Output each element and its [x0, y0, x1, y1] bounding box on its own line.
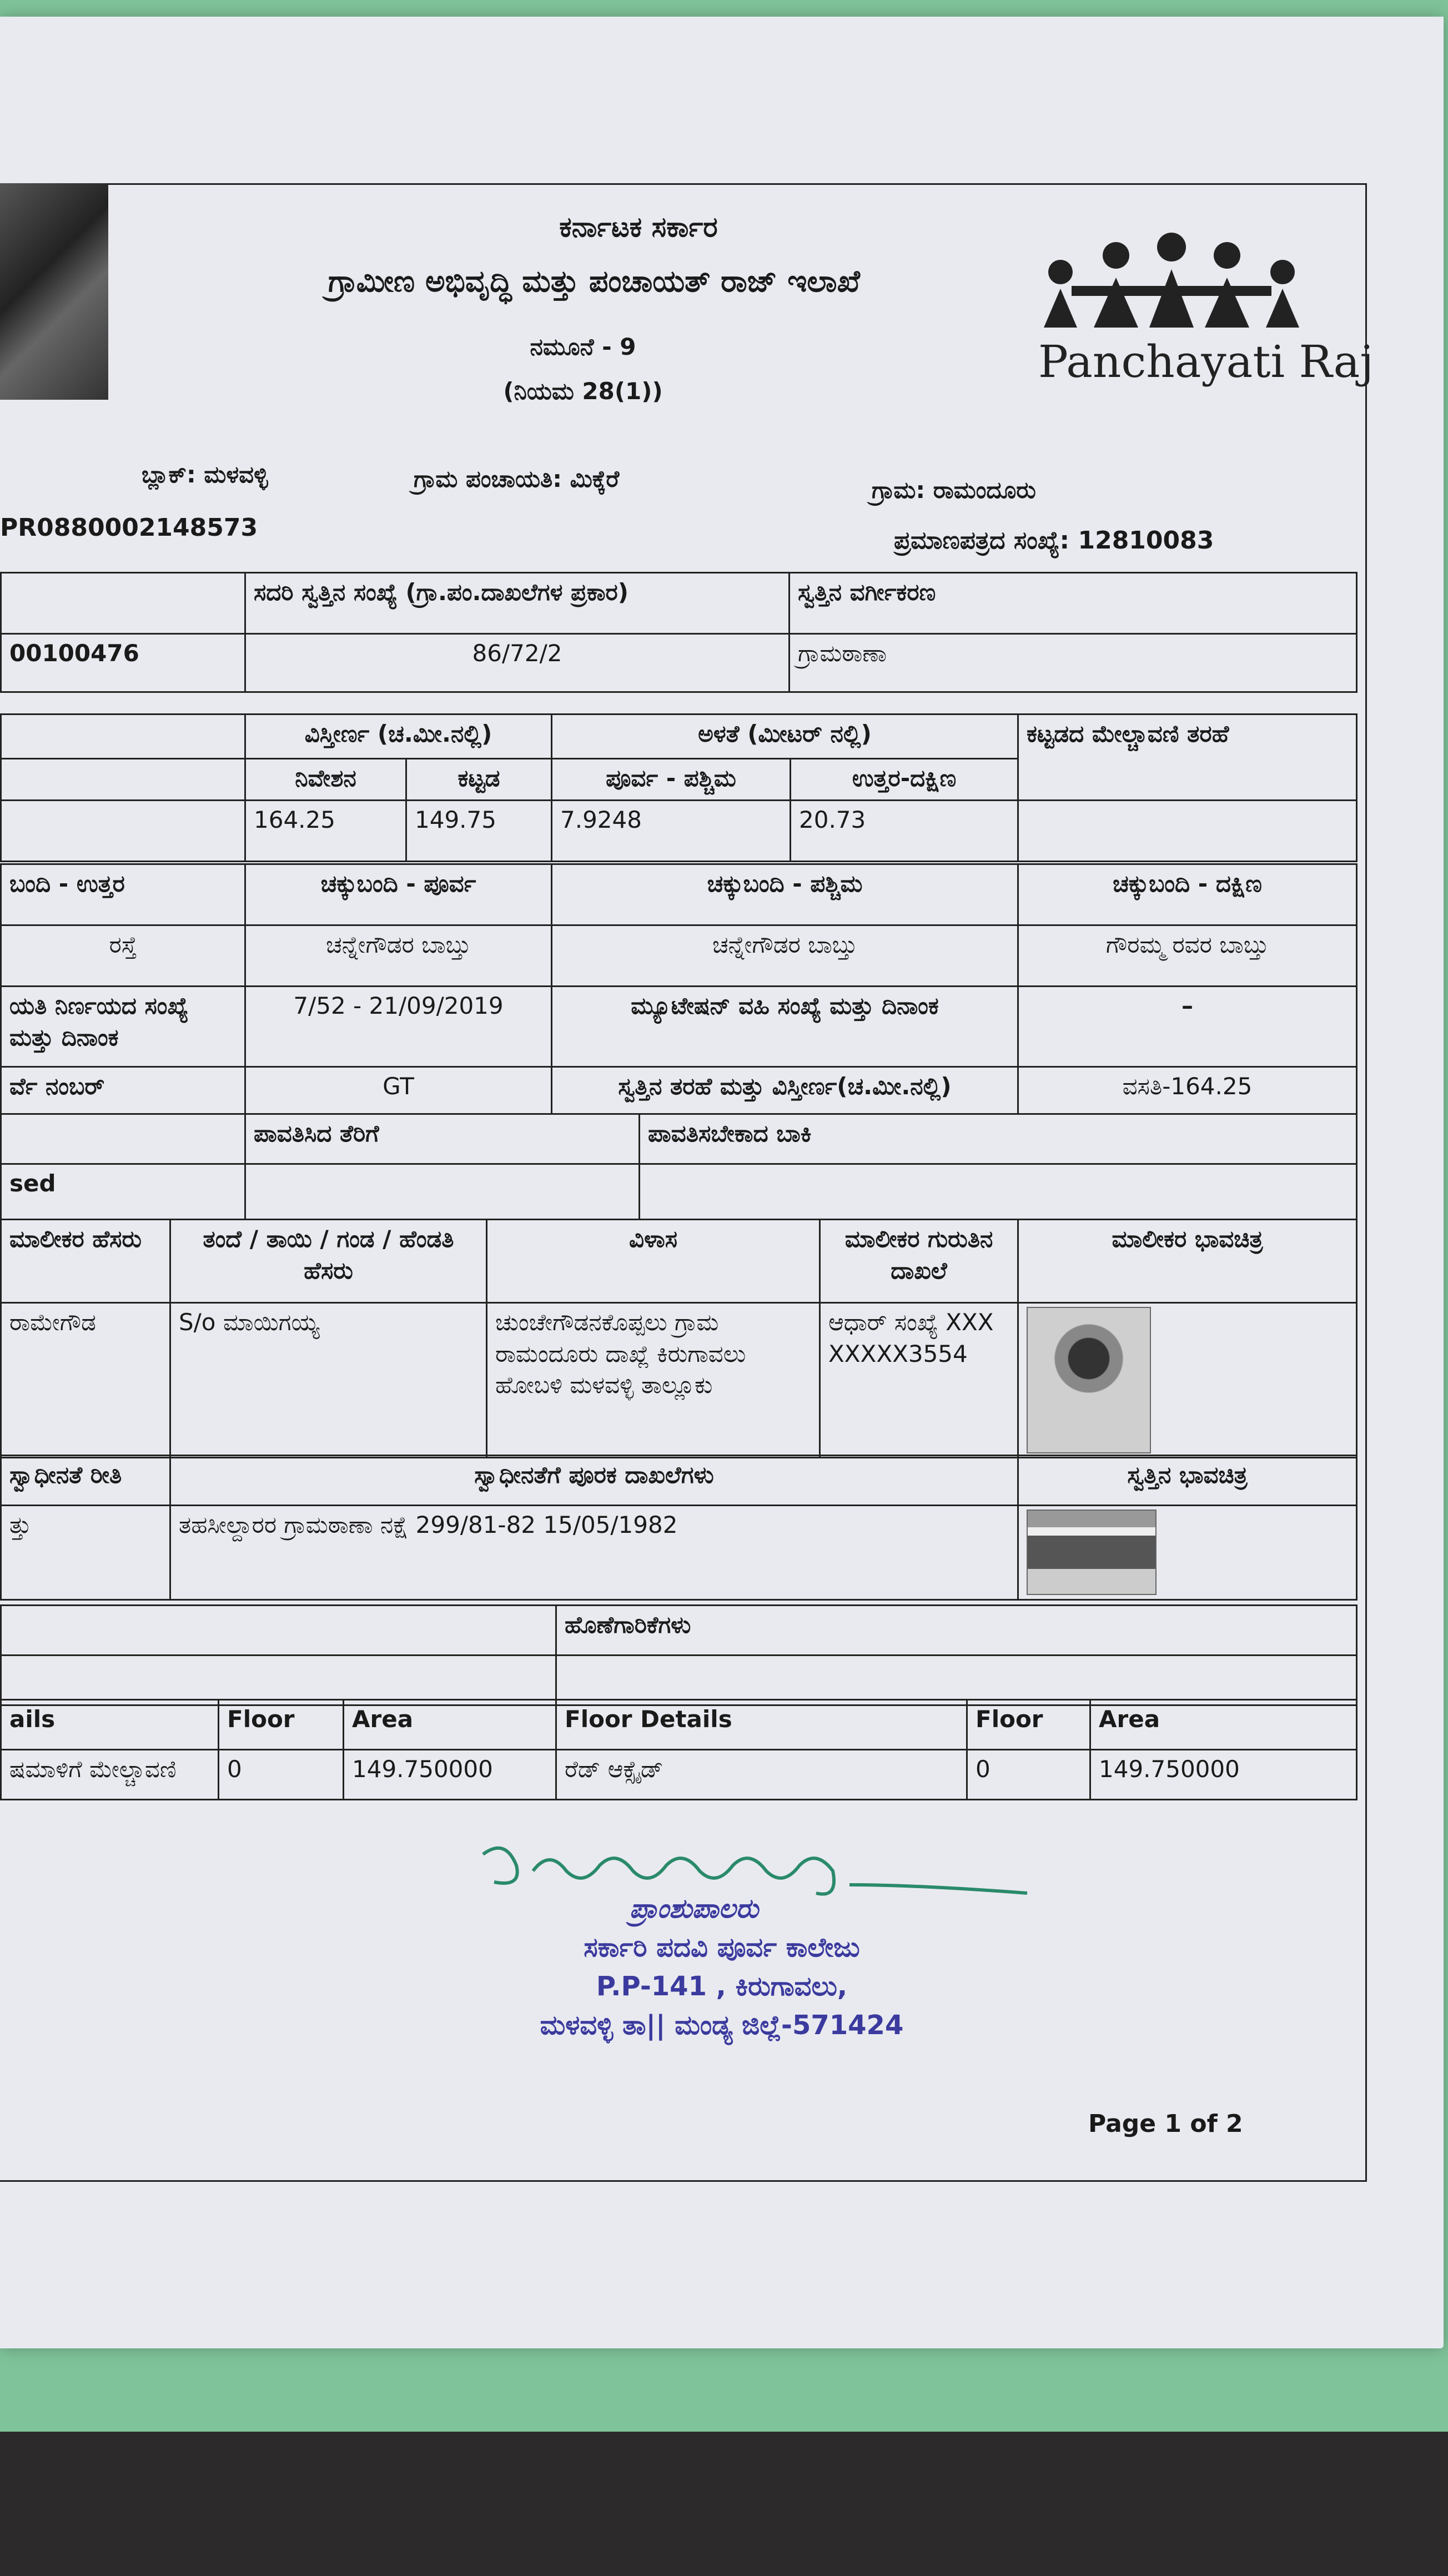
rule-number: (ನಿಯಮ 28(1))	[503, 378, 663, 405]
property-type-value: ವಸತಿ-164.25	[1018, 1067, 1357, 1114]
owner-father-header: ತಂದೆ / ತಾಯಿ / ಗಂಡ / ಹೆಂಡತಿ ಹೆಸರು	[170, 1220, 487, 1303]
area-header: ವಿಸ್ತೀರ್ಣ (ಚ.ಮೀ.ನಲ್ಲಿ)	[245, 715, 552, 759]
logo-text: Panchayati Raj	[1038, 336, 1374, 388]
possession-docs: ತಹಸೀಲ್ದಾರರ ಗ್ರಾಮಠಾಣಾ ನಕ್ಷೆ 299/81-82 15/05/1982	[170, 1506, 1018, 1600]
floor-right-value: 0	[967, 1750, 1090, 1800]
property-id: PR0880002148573	[0, 514, 258, 542]
document-sheet	[0, 17, 1444, 2348]
east-west-value: 7.9248	[552, 801, 791, 862]
gp-label: ಗ್ರಾಮ ಪಂಚಾಯತಿ: ಮಿಕ್ಕೆರೆ	[414, 465, 620, 492]
roof-left-label: ಷಮಾಳಿಗೆ ಮೇಲ್ಚಾವಣಿ	[1, 1750, 219, 1800]
floor-header-right: Floor	[967, 1700, 1090, 1750]
boundary-north-header: ಬಂದಿ - ಉತ್ತರ	[1, 864, 245, 925]
form-number: ನಮೂನೆ - 9	[530, 333, 636, 360]
left-id: 00100476	[1, 634, 245, 692]
boundary-east-header: ಚಕ್ಕುಬಂದಿ - ಪೂರ್ವ	[245, 864, 552, 925]
property-number: 86/72/2	[245, 634, 790, 692]
floor-left-header: ails	[1, 1700, 219, 1750]
village-label: ಗ್ರಾಮ: ರಾಮಂದೂರು	[872, 476, 1036, 504]
owner-address: ಚುಂಚೇಗೌಡನಕೊಪ್ಪಲು ಗ್ರಾಮ ರಾಮಂದೂರು ದಾಖ್ಲೆ ಕಿರುಗಾವಲು ಹೋಬಳಿ ಮಳವಳ್ಳಿ ತಾಲ್ಲೂಕು	[487, 1303, 820, 1458]
stamp-line-2: P.P-141 , ಕಿರುಗಾವಲು,	[596, 1971, 848, 2002]
north-south-value: 20.73	[791, 801, 1018, 862]
property-type-label: ಸ್ವತ್ತಿನ ತರಹೆ ಮತ್ತು ವಿಸ್ತೀರ್ಣ(ಚ.ಮೀ.ನಲ್ಲಿ)	[552, 1067, 1018, 1114]
tax-due-header: ಪಾವತಿಸಬೇಕಾದ ಬಾಕಿ	[640, 1114, 1357, 1164]
tax-table	[0, 1113, 1358, 1220]
property-number-table	[0, 572, 1358, 693]
page-number: Page 1 of 2	[1088, 2110, 1243, 2138]
liability-table	[0, 1604, 1358, 1706]
owner-address-header: ವಿಳಾಸ	[487, 1220, 820, 1303]
dimension-header: ಅಳತೆ (ಮೀಟರ್ ನಲ್ಲಿ)	[552, 715, 1018, 759]
boundary-south: ಗೌರಮ್ಮ ರವರ ಬಾಬ್ತು	[1018, 925, 1357, 987]
area-table	[0, 713, 1358, 862]
boundary-south-header: ಚಕ್ಕುಬಂದಿ - ದಕ್ಷಿಣ	[1018, 864, 1357, 925]
building-area: 149.75	[406, 801, 552, 862]
possession-table	[0, 1455, 1358, 1601]
tax-paid-header: ಪಾವತಿಸಿದ ತೆರಿಗೆ	[245, 1114, 640, 1164]
owner-id-header: ಮಾಲೀಕರ ಗುರುತಿನ ದಾಖಲೆ	[820, 1220, 1018, 1303]
east-west-header: ಪೂರ್ವ - ಪಶ್ಚಿಮ	[552, 759, 791, 801]
owner-name: ರಾಮೇಗೌಡ	[1, 1303, 170, 1458]
mutation-value: –	[1018, 987, 1357, 1067]
stamp-title: ಪ್ರಾಂಶುಪಾಲರು	[629, 1893, 759, 1924]
boundary-west: ಚನ್ನೇಗೌಡರ ಬಾಬ್ತು	[552, 925, 1018, 987]
liability-header: ಹೊಣೆಗಾರಿಕೆಗಳು	[556, 1606, 1357, 1656]
owner-photo-header: ಮಾಲೀಕರ ಭಾವಚಿತ್ರ	[1018, 1220, 1357, 1303]
survey-label: ರ್ವೆ ನಂಬರ್	[1, 1067, 245, 1114]
area-right-value: 149.750000	[1090, 1750, 1357, 1800]
stamp-line-3: ಮಳವಳ್ಳಿ ತಾ|| ಮಂಡ್ಯ ಜಿಲ್ಲೆ-571424	[540, 2010, 904, 2041]
site-area: 164.25	[245, 801, 406, 862]
survey-value: GT	[245, 1067, 552, 1114]
owner-photo	[1027, 1307, 1151, 1453]
boundary-table	[0, 863, 1358, 1115]
boundary-north: ರಸ್ತೆ	[1, 925, 245, 987]
floor-table	[0, 1699, 1358, 1800]
owner-father: S/o ಮಾಯಿಗಯ್ಯ	[170, 1303, 487, 1458]
property-photo	[1027, 1510, 1157, 1595]
site-header: ನಿವೇಶನ	[245, 759, 406, 801]
possession-mode-header: ಸ್ವಾಧೀನತೆ ರೀತಿ	[1, 1456, 170, 1506]
mutation-label: ಮ್ಯೂಟೇಷನ್ ವಹಿ ಸಂಖ್ಯೆ ಮತ್ತು ದಿನಾಂಕ	[552, 987, 1018, 1067]
floor-left-value: 0	[219, 1750, 344, 1800]
tax-left-label: sed	[1, 1164, 245, 1220]
property-class-header: ಸ್ವತ್ತಿನ ವರ್ಗೀಕರಣ	[790, 573, 1357, 634]
floor-header-left: Floor	[219, 1700, 344, 1750]
possession-docs-header: ಸ್ವಾಧೀನತೆಗೆ ಪೂರಕ ದಾಖಲೆಗಳು	[170, 1456, 1018, 1506]
floor-details-header: Floor Details	[556, 1700, 967, 1750]
owner-table	[0, 1219, 1358, 1458]
boundary-east: ಚನ್ನೇಗೌಡರ ಬಾಬ್ತು	[245, 925, 552, 987]
govt-title: ಕರ್ನಾಟಕ ಸರ್ಕಾರ	[559, 211, 718, 243]
property-number-header: ಸದರಿ ಸ್ವತ್ತಿನ ಸಂಖ್ಯೆ (ಗ್ರಾ.ಪಂ.ದಾಖಲೆಗಳ ಪ್ರಕಾರ)	[245, 573, 790, 634]
owner-name-header: ಮಾಲೀಕರ ಹೆಸರು	[1, 1220, 170, 1303]
resolution-value: 7/52 - 21/09/2019	[245, 987, 552, 1067]
roof-type-header: ಕಟ್ಟಡದ ಮೇಲ್ಚಾವಣಿ ತರಹೆ	[1018, 715, 1357, 801]
floor-details-value: ರೆಡ್ ಆಕ್ಸೈಡ್	[556, 1750, 967, 1800]
north-south-header: ಉತ್ತರ-ದಕ್ಷಿಣ	[791, 759, 1018, 801]
stamp-line-1: ಸರ್ಕಾರಿ ಪದವಿ ಪೂರ್ವ ಕಾಲೇಜು	[584, 1932, 860, 1963]
block-label: ಬ್ಲಾಕ್: ಮಳವಳ್ಳಿ	[142, 461, 268, 488]
possession-mode: ತ್ತು	[1, 1506, 170, 1600]
karnataka-emblem-icon	[0, 183, 108, 400]
area-header-right: Area	[1090, 1700, 1357, 1750]
resolution-label: ಯತಿ ನಿರ್ಣಯದ ಸಂಖ್ಯೆ ಮತ್ತು ದಿನಾಂಕ	[1, 987, 245, 1067]
area-left-value: 149.750000	[344, 1750, 556, 1800]
boundary-west-header: ಚಕ್ಕುಬಂದಿ - ಪಶ್ಚಿಮ	[552, 864, 1018, 925]
certificate-number: ಪ್ರಮಾಣಪತ್ರದ ಸಂಖ್ಯೆ: 12810083	[894, 526, 1214, 555]
owner-id-document: ಆಧಾರ್ ಸಂಖ್ಯೆ XXXXXXXX3554	[820, 1303, 1018, 1458]
property-class: ಗ್ರಾಮಠಾಣಾ	[790, 634, 1357, 692]
building-header: ಕಟ್ಟಡ	[406, 759, 552, 801]
property-photo-header: ಸ್ವತ್ತಿನ ಭಾವಚಿತ್ರ	[1018, 1456, 1357, 1506]
area-header-left: Area	[344, 1700, 556, 1750]
dept-title: ಗ್ರಾಮೀಣ ಅಭಿವೃದ್ಧಿ ಮತ್ತು ಪಂಚಾಯತ್ ರಾಜ್ ಇಲಾಖೆ	[328, 264, 860, 299]
